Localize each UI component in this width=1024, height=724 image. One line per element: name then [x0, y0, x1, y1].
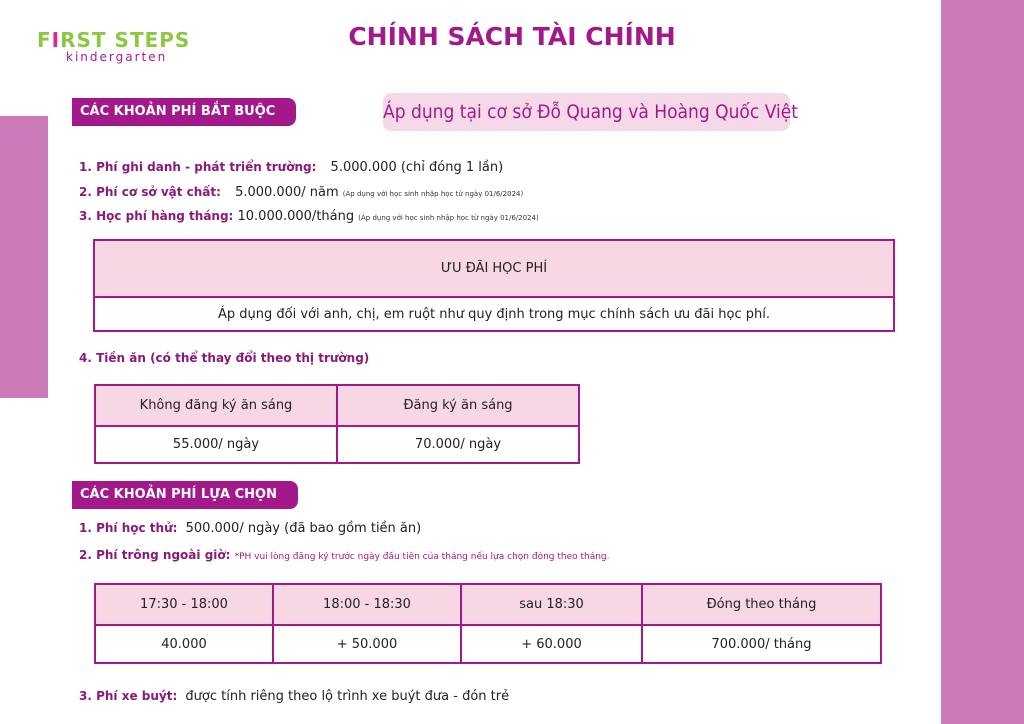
overtime-value-cell: 700.000/ tháng	[642, 625, 881, 663]
fee-registration	[79, 160, 503, 175]
footprint-icon: I	[51, 28, 61, 52]
overtime-header-cell: Đóng theo tháng	[642, 584, 881, 625]
logo-wordmark: FIRST STEPS	[37, 28, 191, 52]
fee-value: được tính riêng theo lộ trình xe buýt đưa - đón trẻ	[185, 689, 510, 704]
meals-table	[94, 384, 580, 464]
page-title: CHÍNH SÁCH TÀI CHÍNH	[348, 22, 676, 51]
fee-label: 2. Phí trông ngoài giờ:	[79, 548, 231, 562]
fee-value: 10.000.000/tháng	[237, 209, 355, 224]
fee-trial	[79, 521, 421, 536]
fee-label: 3. Học phí hàng tháng:	[79, 209, 234, 223]
meals-label	[79, 351, 369, 366]
fee-label: 2. Phí cơ sở vật chất:	[79, 185, 221, 199]
fee-bus	[79, 689, 509, 704]
overtime-value-cell: 40.000	[95, 625, 273, 663]
fee-label: 1. Phí học thử:	[79, 521, 178, 535]
promo-table	[93, 239, 895, 332]
meals-header-cell: Đăng ký ăn sáng	[337, 385, 579, 426]
mandatory-fees-tag: CÁC KHOẢN PHÍ BẮT BUỘC	[72, 98, 296, 126]
logo-subtitle: kindergarten	[66, 50, 168, 64]
overtime-value-cell: + 60.000	[461, 625, 642, 663]
overtime-header-cell: 17:30 - 18:00	[95, 584, 273, 625]
overtime-header-cell: sau 18:30	[461, 584, 642, 625]
fee-facilities	[79, 185, 523, 200]
fee-value: 5.000.000/ năm	[235, 185, 339, 200]
overtime-value-cell: + 50.000	[273, 625, 461, 663]
fee-note: (Áp dụng với học sinh nhập học từ ngày 01/6/2024)	[342, 190, 524, 198]
apply-location-note: Áp dụng tại cơ sở Đỗ Quang và Hoàng Quốc Việt	[383, 93, 790, 131]
meals-value-cell: 55.000/ ngày	[95, 426, 337, 463]
fee-value: 500.000/ ngày (đã bao gồm tiền ăn)	[185, 521, 422, 536]
meals-header-cell: Không đăng ký ăn sáng	[95, 385, 337, 426]
meals-label-text: 4. Tiền ăn (có thể thay đổi theo thị trường)	[79, 351, 370, 365]
fee-value: 5.000.000 (chỉ đóng 1 lần)	[330, 160, 504, 175]
school-logo	[37, 28, 191, 64]
fee-label: 1. Phí ghi danh - phát triển trường:	[79, 160, 317, 174]
meals-value-cell: 70.000/ ngày	[337, 426, 579, 463]
left-decor-band	[0, 116, 48, 398]
promo-body: Áp dụng đối với anh, chị, em ruột như quy định trong mục chính sách ưu đãi học phí.	[94, 297, 894, 331]
optional-fees-tag: CÁC KHOẢN PHÍ LỰA CHỌN	[72, 481, 298, 509]
right-decor-band	[941, 0, 1024, 724]
fee-label: 3. Phí xe buýt:	[79, 689, 178, 703]
fee-tuition	[79, 209, 539, 224]
overtime-header-cell: 18:00 - 18:30	[273, 584, 461, 625]
fee-note: (Áp dụng với học sinh nhập học từ ngày 01/6/2024)	[358, 214, 539, 222]
fee-overtime	[79, 548, 610, 563]
promo-header: ƯU ĐÃI HỌC PHÍ	[94, 240, 894, 297]
fee-note: *PH vui lòng đăng ký trước ngày đầu tiên của tháng nếu lựa chọn đóng theo tháng.	[234, 552, 610, 562]
overtime-table	[94, 583, 882, 664]
